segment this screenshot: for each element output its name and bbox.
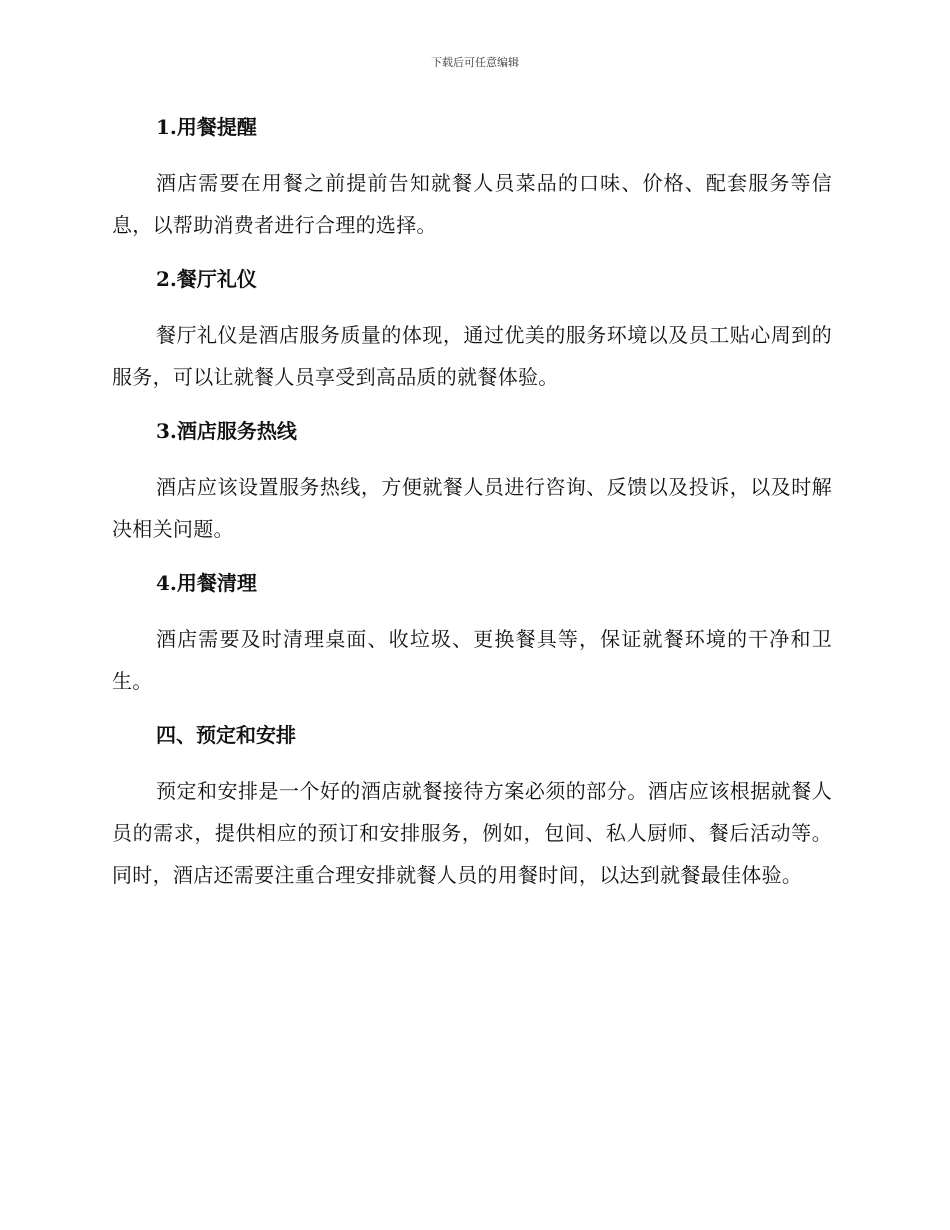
section-dining-cleanup (112, 564, 832, 702)
section-paragraph: 酒店应该设置服务热线，方便就餐人员进行咨询、反馈以及投诉，以及时解决相关问题。 (112, 475, 832, 541)
section-restaurant-etiquette (112, 260, 832, 398)
section-paragraph: 餐厅礼仪是酒店服务质量的体现，通过优美的服务环境以及员工贴心周到的服务，可以让就餐人员享受到高品质的就餐体验。 (112, 323, 832, 389)
section-heading: 2.餐厅礼仪 (156, 267, 257, 291)
section-heading: 四、预定和安排 (156, 723, 296, 747)
section-paragraph: 预定和安排是一个好的酒店就餐接待方案必须的部分。酒店应该根据就餐人员的需求，提供相应的预订和安排服务，例如，包间、私人厨师、餐后活动等。同时，酒店还需要注重合理安排就餐人员的用餐时间，以达到就餐最佳体验。 (112, 779, 832, 887)
section-paragraph: 酒店需要在用餐之前提前告知就餐人员菜品的口味、价格、配套服务等信息，以帮助消费者进行合理的选择。 (112, 171, 832, 237)
section-dining-reminder (112, 108, 832, 246)
section-service-hotline (112, 412, 832, 550)
page-header-note: 下载后可任意编辑 (431, 56, 519, 69)
document-body (112, 108, 832, 910)
section-heading: 1.用餐提醒 (156, 115, 257, 139)
section-reservation-arrangement (112, 716, 832, 896)
section-heading: 3.酒店服务热线 (156, 419, 297, 443)
section-heading: 4.用餐清理 (156, 571, 257, 595)
section-paragraph: 酒店需要及时清理桌面、收垃圾、更换餐具等，保证就餐环境的干净和卫生。 (112, 627, 832, 693)
